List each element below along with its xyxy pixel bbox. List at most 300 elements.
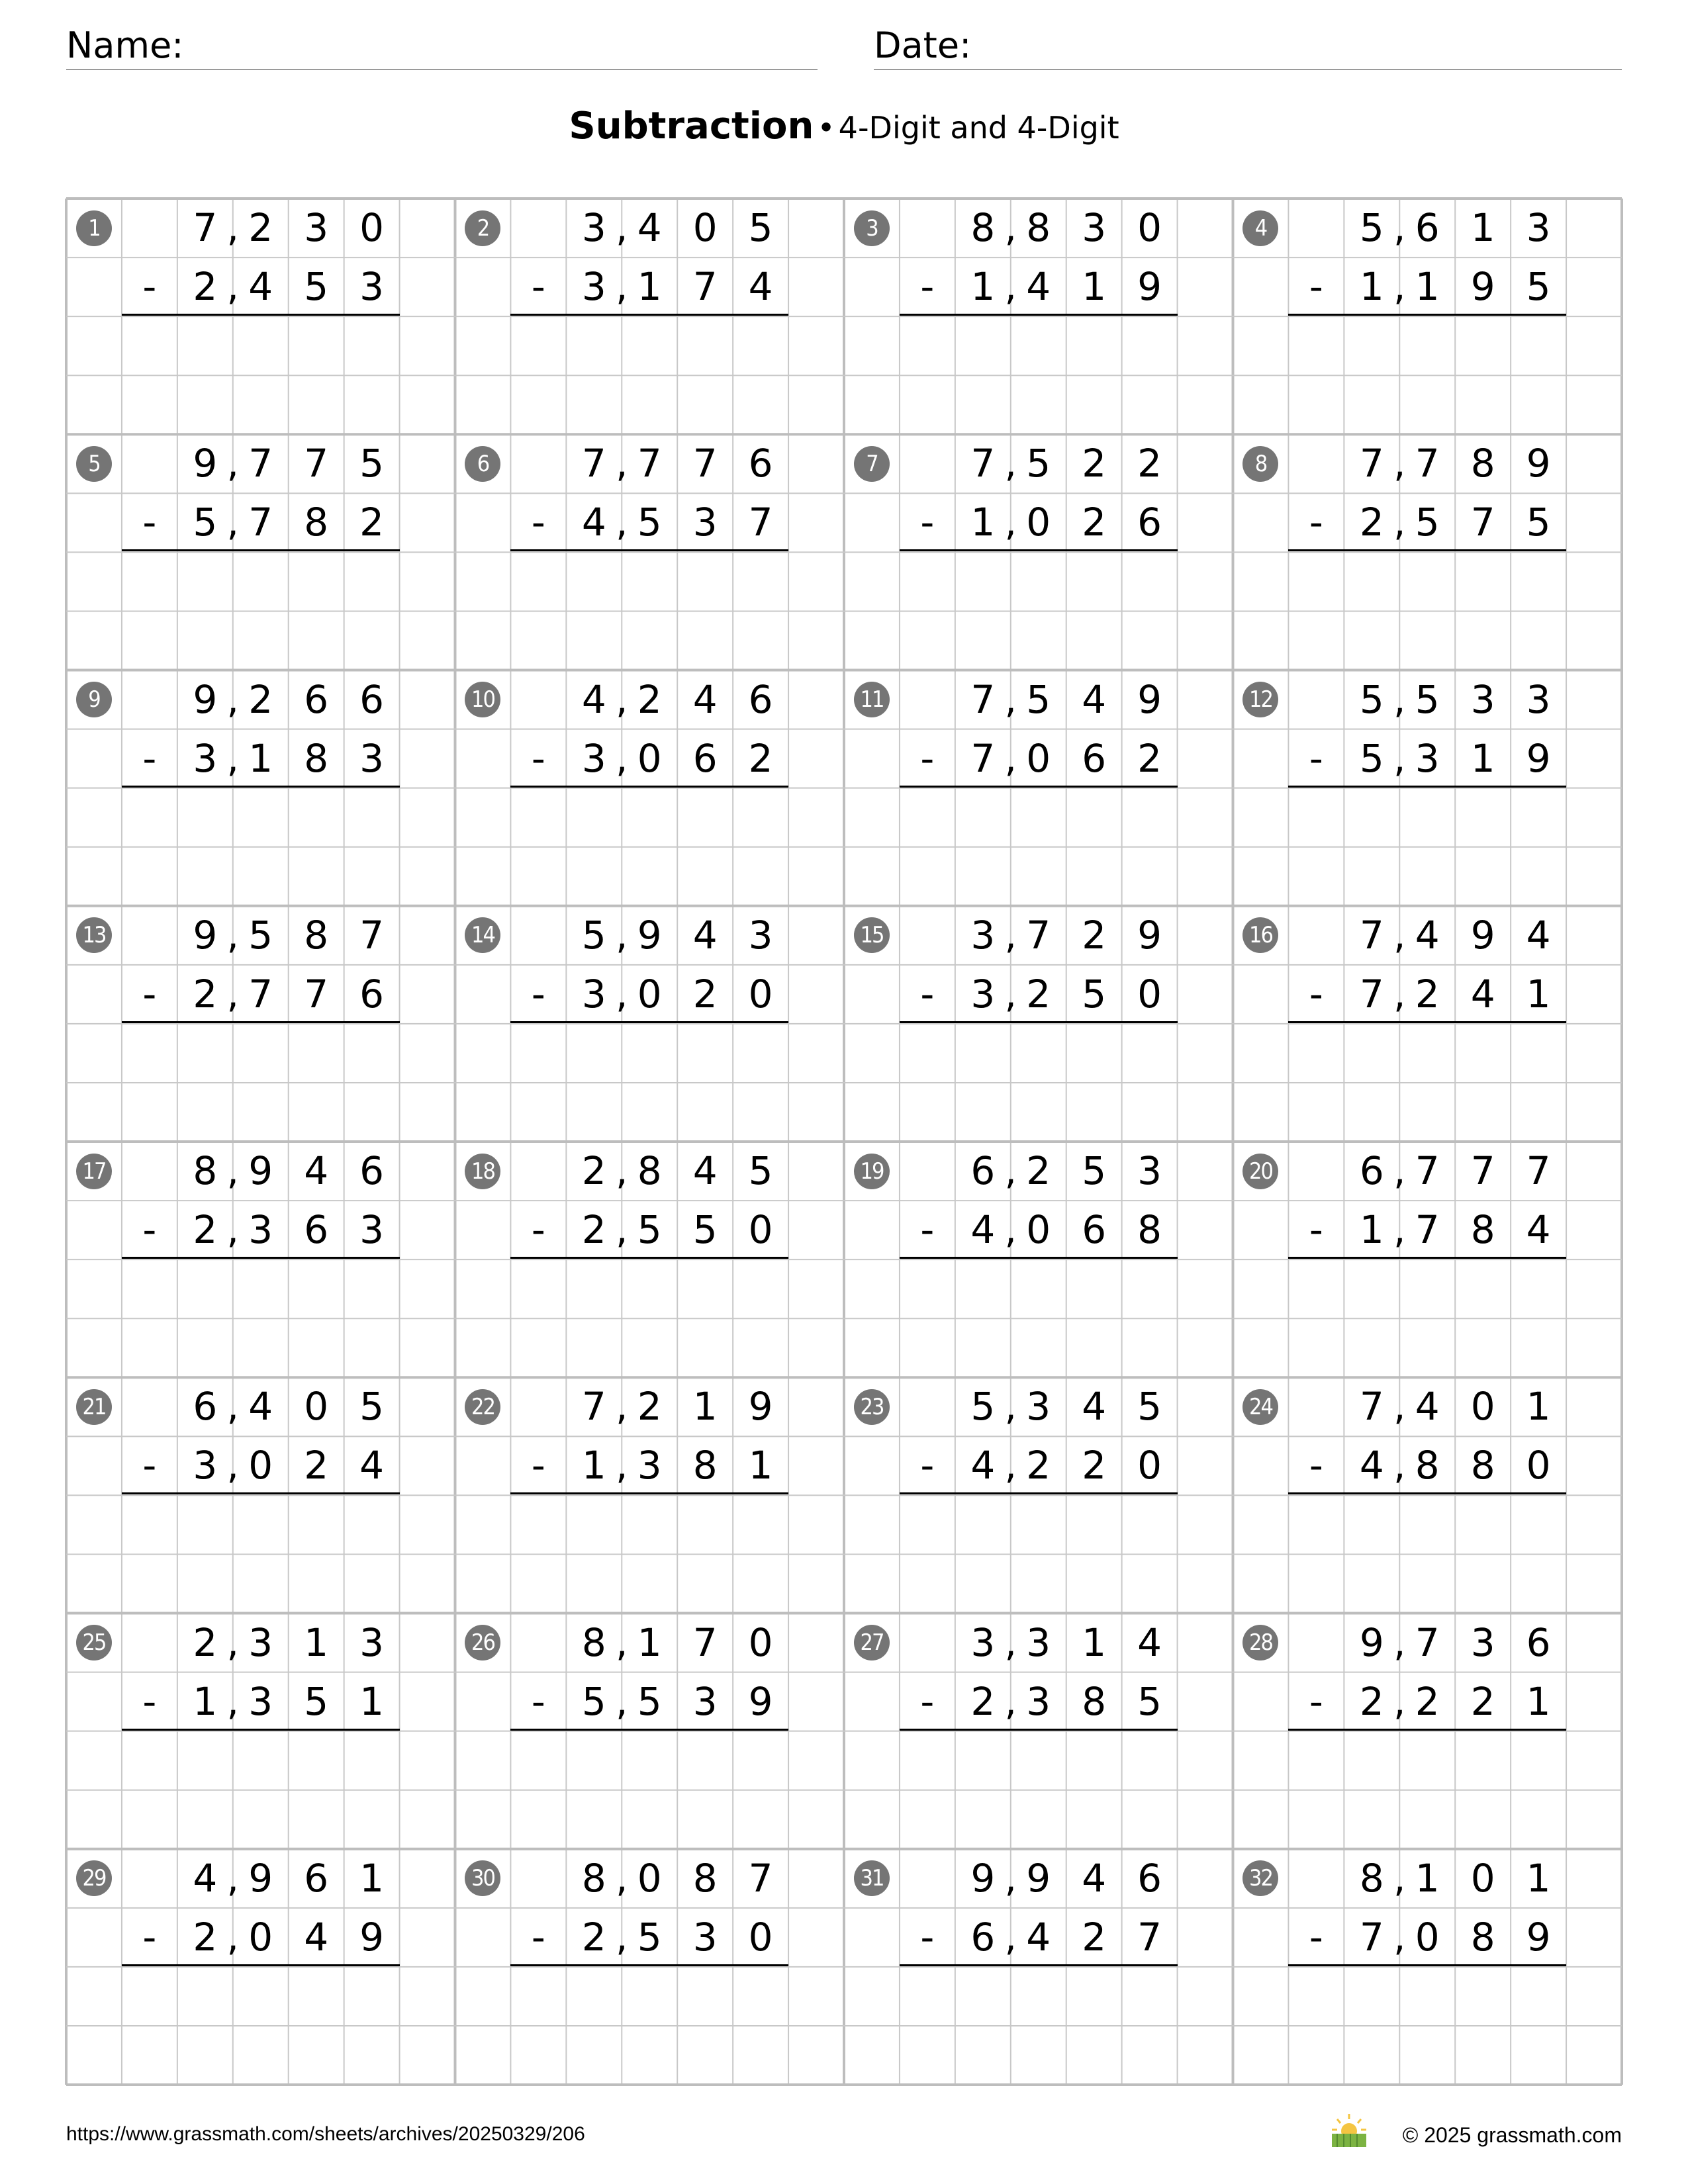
problem-number-badge: 23 (854, 1389, 890, 1425)
answer-line (900, 1021, 1178, 1023)
minuend-digit: 8 (1470, 441, 1495, 486)
minuend-digit: 8 (304, 912, 329, 958)
minuend-digit: 0 (692, 205, 718, 250)
minus-sign: - (531, 1678, 545, 1724)
minuend-digit: 3 (581, 205, 606, 250)
minuend-digit: 3 (248, 1619, 273, 1665)
minuend-comma: , (1393, 441, 1406, 486)
minus-sign: - (920, 1443, 935, 1488)
minuend-comma: , (1004, 912, 1017, 958)
answer-line (122, 1964, 400, 1966)
name-label: Name: (66, 24, 184, 66)
minuend-digit: 0 (1137, 205, 1162, 250)
minus-sign: - (531, 735, 545, 781)
subtrahend-comma: , (226, 500, 239, 545)
answer-line (1288, 786, 1566, 788)
minuend-digit: 7 (1026, 912, 1051, 958)
subtrahend-digit: 7 (304, 971, 329, 1017)
subtrahend-digit: 5 (304, 264, 329, 310)
subtrahend-comma: , (1393, 264, 1406, 310)
subtrahend-digit: 2 (1137, 735, 1162, 781)
minus-sign: - (142, 1914, 157, 1960)
minuend-comma: , (226, 676, 239, 722)
minuend-digit: 0 (359, 205, 385, 250)
minuend-digit: 3 (1470, 676, 1495, 722)
minus-sign: - (920, 1914, 935, 1960)
subtrahend-comma: , (616, 1914, 628, 1960)
subtrahend-digit: 0 (248, 1443, 273, 1488)
minuend-digit: 2 (193, 1619, 218, 1665)
subtrahend-digit: 9 (1526, 735, 1551, 781)
subtrahend-digit: 4 (304, 1914, 329, 1960)
subtrahend-digit: 4 (1026, 1914, 1051, 1960)
minuend-digit: 4 (692, 912, 718, 958)
subtrahend-digit: 1 (193, 1678, 218, 1724)
minuend-comma: , (1393, 912, 1406, 958)
subtrahend-digit: 1 (1359, 264, 1384, 310)
subtrahend-digit: 6 (304, 1207, 329, 1253)
subtrahend-digit: 5 (637, 1678, 662, 1724)
subtrahend-digit: 1 (581, 1443, 606, 1488)
subtrahend-digit: 0 (637, 971, 662, 1017)
subtrahend-comma: , (1004, 264, 1017, 310)
problem-number-badge: 31 (854, 1860, 890, 1896)
minuend-digit: 7 (1359, 912, 1384, 958)
subtrahend-digit: 2 (193, 1914, 218, 1960)
subtrahend-digit: 1 (748, 1443, 773, 1488)
problem-number-badge: 24 (1243, 1389, 1278, 1425)
minus-sign: - (142, 1678, 157, 1724)
problem-number-badge: 25 (76, 1625, 112, 1661)
subtrahend-comma: , (616, 1207, 628, 1253)
minuend-digit: 2 (248, 676, 273, 722)
subtrahend-digit: 3 (1026, 1678, 1051, 1724)
minus-sign: - (531, 500, 545, 545)
minuend-digit: 8 (581, 1855, 606, 1901)
subtrahend-digit: 2 (1082, 500, 1107, 545)
subtrahend-digit: 8 (304, 500, 329, 545)
subtrahend-digit: 0 (1415, 1914, 1440, 1960)
subtrahend-digit: 5 (637, 500, 662, 545)
subtrahend-digit: 7 (1415, 1207, 1440, 1253)
minuend-digit: 7 (193, 205, 218, 250)
subtrahend-digit: 0 (748, 971, 773, 1017)
minuend-digit: 8 (193, 1148, 218, 1193)
subtrahend-digit: 6 (970, 1914, 996, 1960)
minuend-comma: , (616, 1384, 628, 1430)
minuend-digit: 4 (692, 676, 718, 722)
subtrahend-digit: 1 (1470, 735, 1495, 781)
subtrahend-digit: 8 (1470, 1914, 1495, 1960)
minuend-digit: 9 (1137, 912, 1162, 958)
problem-number-badge: 13 (76, 917, 112, 953)
subtrahend-digit: 0 (748, 1207, 773, 1253)
minuend-comma: , (1393, 1148, 1406, 1193)
answer-line (510, 786, 788, 788)
subtrahend-comma: , (616, 264, 628, 310)
minuend-comma: , (1004, 1148, 1017, 1193)
minuend-digit: 4 (1137, 1619, 1162, 1665)
subtrahend-comma: , (1004, 1207, 1017, 1253)
subtrahend-digit: 2 (1026, 1443, 1051, 1488)
subtrahend-digit: 0 (1137, 971, 1162, 1017)
minuend-comma: , (1004, 1619, 1017, 1665)
subtrahend-digit: 2 (748, 735, 773, 781)
minus-sign: - (1309, 264, 1323, 310)
minus-sign: - (142, 1207, 157, 1253)
subtrahend-comma: , (1393, 1678, 1406, 1724)
subtrahend-digit: 3 (1415, 735, 1440, 781)
title-sub: 4-Digit and 4-Digit (838, 110, 1119, 146)
minuend-digit: 9 (193, 676, 218, 722)
minus-sign: - (142, 735, 157, 781)
subtrahend-digit: 2 (581, 1914, 606, 1960)
subtrahend-comma: , (226, 1678, 239, 1724)
subtrahend-digit: 4 (970, 1443, 996, 1488)
answer-line (510, 1492, 788, 1494)
subtrahend-digit: 2 (1082, 1914, 1107, 1960)
minuend-digit: 0 (1470, 1855, 1495, 1901)
subtrahend-digit: 2 (1359, 500, 1384, 545)
subtrahend-digit: 2 (970, 1678, 996, 1724)
problem-number-badge: 2 (465, 210, 500, 246)
subtrahend-digit: 3 (692, 1678, 718, 1724)
subtrahend-digit: 4 (248, 264, 273, 310)
minuend-digit: 4 (692, 1148, 718, 1193)
subtrahend-digit: 1 (1415, 264, 1440, 310)
minus-sign: - (920, 1678, 935, 1724)
answer-line (122, 1492, 400, 1494)
subtrahend-digit: 9 (1137, 264, 1162, 310)
answer-line (900, 1492, 1178, 1494)
minuend-digit: 6 (359, 676, 385, 722)
minuend-digit: 1 (692, 1384, 718, 1430)
minuend-digit: 6 (748, 441, 773, 486)
subtrahend-digit: 4 (748, 264, 773, 310)
minuend-digit: 1 (1470, 205, 1495, 250)
minuend-digit: 2 (1026, 1148, 1051, 1193)
answer-line (1288, 1021, 1566, 1023)
answer-line (510, 314, 788, 316)
minuend-digit: 2 (581, 1148, 606, 1193)
minuend-digit: 0 (304, 1384, 329, 1430)
minuend-comma: , (1393, 1619, 1406, 1665)
subtrahend-digit: 8 (1470, 1207, 1495, 1253)
subtrahend-digit: 4 (581, 500, 606, 545)
minuend-digit: 9 (1470, 912, 1495, 958)
minus-sign: - (1309, 1443, 1323, 1488)
problem-number-badge: 27 (854, 1625, 890, 1661)
problem-number-badge: 17 (76, 1154, 112, 1189)
subtrahend-digit: 1 (1359, 1207, 1384, 1253)
subtrahend-digit: 1 (1526, 1678, 1551, 1724)
minuend-digit: 3 (1470, 1619, 1495, 1665)
minuend-digit: 7 (248, 441, 273, 486)
subtrahend-digit: 2 (1359, 1678, 1384, 1724)
subtrahend-digit: 1 (359, 1678, 385, 1724)
subtrahend-comma: , (226, 1914, 239, 1960)
minuend-digit: 7 (970, 676, 996, 722)
subtrahend-digit: 0 (637, 735, 662, 781)
minuend-digit: 2 (248, 205, 273, 250)
problem-number-badge: 29 (76, 1860, 112, 1896)
minuend-digit: 5 (1415, 676, 1440, 722)
minuend-digit: 4 (581, 676, 606, 722)
subtrahend-digit: 3 (248, 1207, 273, 1253)
problem-number-badge: 6 (465, 446, 500, 482)
subtrahend-digit: 3 (359, 1207, 385, 1253)
subtrahend-digit: 2 (193, 1207, 218, 1253)
minus-sign: - (142, 500, 157, 545)
subtrahend-digit: 5 (1137, 1678, 1162, 1724)
minuend-comma: , (226, 441, 239, 486)
minuend-digit: 3 (970, 1619, 996, 1665)
minuend-digit: 5 (1026, 441, 1051, 486)
minuend-digit: 5 (581, 912, 606, 958)
date-label: Date: (874, 24, 972, 66)
minuend-digit: 8 (970, 205, 996, 250)
subtrahend-comma: , (1393, 1443, 1406, 1488)
minus-sign: - (1309, 971, 1323, 1017)
answer-line (122, 314, 400, 316)
minuend-digit: 5 (1082, 1148, 1107, 1193)
minuend-digit: 7 (1359, 1384, 1384, 1430)
subtrahend-digit: 5 (304, 1678, 329, 1724)
subtrahend-comma: , (1393, 1207, 1406, 1253)
minuend-digit: 6 (970, 1148, 996, 1193)
subtrahend-digit: 3 (637, 1443, 662, 1488)
minus-sign: - (1309, 1914, 1323, 1960)
answer-line (1288, 314, 1566, 316)
minus-sign: - (531, 971, 545, 1017)
subtrahend-digit: 0 (1026, 735, 1051, 781)
minuend-digit: 4 (304, 1148, 329, 1193)
minuend-digit: 9 (748, 1384, 773, 1430)
minuend-digit: 5 (359, 441, 385, 486)
minuend-digit: 3 (1526, 205, 1551, 250)
minuend-comma: , (1393, 676, 1406, 722)
subtrahend-digit: 3 (692, 500, 718, 545)
minuend-comma: , (226, 1384, 239, 1430)
subtrahend-comma: , (1393, 735, 1406, 781)
minus-sign: - (920, 1207, 935, 1253)
subtrahend-digit: 8 (1082, 1678, 1107, 1724)
minuend-digit: 1 (359, 1855, 385, 1901)
subtrahend-digit: 8 (1470, 1443, 1495, 1488)
subtrahend-digit: 9 (748, 1678, 773, 1724)
subtrahend-digit: 0 (748, 1914, 773, 1960)
subtrahend-digit: 3 (970, 971, 996, 1017)
subtrahend-digit: 7 (1359, 1914, 1384, 1960)
minuend-digit: 7 (637, 441, 662, 486)
minuend-comma: , (226, 1148, 239, 1193)
minuend-digit: 1 (1082, 1619, 1107, 1665)
minuend-digit: 1 (1526, 1855, 1551, 1901)
subtrahend-comma: , (1393, 500, 1406, 545)
subtrahend-digit: 7 (970, 735, 996, 781)
subtrahend-comma: , (226, 1443, 239, 1488)
minus-sign: - (1309, 1207, 1323, 1253)
subtrahend-digit: 4 (359, 1443, 385, 1488)
subtrahend-digit: 5 (1082, 971, 1107, 1017)
minuend-comma: , (616, 1148, 628, 1193)
minuend-comma: , (616, 1619, 628, 1665)
problem-number-badge: 12 (1243, 682, 1278, 717)
subtrahend-digit: 2 (1415, 971, 1440, 1017)
subtrahend-digit: 0 (248, 1914, 273, 1960)
answer-line (1288, 549, 1566, 551)
subtrahend-comma: , (226, 971, 239, 1017)
subtrahend-digit: 2 (304, 1443, 329, 1488)
minuend-digit: 4 (1415, 912, 1440, 958)
minuend-comma: , (616, 1855, 628, 1901)
minuend-digit: 7 (692, 1619, 718, 1665)
subtrahend-digit: 3 (193, 1443, 218, 1488)
answer-line (122, 1729, 400, 1731)
answer-line (900, 549, 1178, 551)
subtrahend-digit: 1 (248, 735, 273, 781)
minuend-comma: , (1004, 205, 1017, 250)
minuend-comma: , (1004, 441, 1017, 486)
subtrahend-digit: 1 (637, 264, 662, 310)
minus-sign: - (920, 264, 935, 310)
subtrahend-digit: 5 (581, 1678, 606, 1724)
subtrahend-comma: , (1004, 500, 1017, 545)
subtrahend-digit: 2 (193, 264, 218, 310)
minuend-digit: 0 (748, 1619, 773, 1665)
answer-line (1288, 1492, 1566, 1494)
minuend-digit: 9 (1026, 1855, 1051, 1901)
minuend-digit: 7 (1470, 1148, 1495, 1193)
subtrahend-digit: 8 (1137, 1207, 1162, 1253)
answer-line (900, 1964, 1178, 1966)
problem-number-badge: 5 (76, 446, 112, 482)
subtrahend-digit: 7 (748, 500, 773, 545)
subtrahend-digit: 2 (193, 971, 218, 1017)
minuend-digit: 7 (1415, 441, 1440, 486)
problem-number-badge: 10 (465, 682, 500, 717)
subtrahend-digit: 4 (1470, 971, 1495, 1017)
minuend-digit: 4 (1082, 1384, 1107, 1430)
subtrahend-digit: 5 (1359, 735, 1384, 781)
subtrahend-comma: , (1393, 1914, 1406, 1960)
minuend-comma: , (616, 205, 628, 250)
minus-sign: - (142, 1443, 157, 1488)
minuend-digit: 9 (248, 1855, 273, 1901)
subtrahend-digit: 5 (1415, 500, 1440, 545)
minuend-digit: 8 (1359, 1855, 1384, 1901)
subtrahend-comma: , (616, 735, 628, 781)
title-main: Subtraction (569, 105, 814, 148)
minuend-digit: 2 (637, 676, 662, 722)
subtrahend-digit: 3 (581, 264, 606, 310)
subtrahend-comma: , (1004, 971, 1017, 1017)
footer-url[interactable]: https://www.grassmath.com/sheets/archives/20250329/206 (66, 2123, 585, 2145)
subtrahend-digit: 2 (1026, 971, 1051, 1017)
minuend-digit: 2 (1082, 912, 1107, 958)
minuend-comma: , (1004, 1855, 1017, 1901)
problem-number-badge: 30 (465, 1860, 500, 1896)
minuend-digit: 7 (1526, 1148, 1551, 1193)
subtrahend-digit: 0 (1137, 1443, 1162, 1488)
subtrahend-digit: 5 (1526, 500, 1551, 545)
answer-line (1288, 1964, 1566, 1966)
footer-copyright: © 2025 grassmath.com (1402, 2123, 1622, 2147)
subtrahend-digit: 1 (1526, 971, 1551, 1017)
subtrahend-digit: 4 (1359, 1443, 1384, 1488)
minuend-digit: 1 (1526, 1384, 1551, 1430)
answer-line (122, 549, 400, 551)
subtrahend-digit: 7 (248, 500, 273, 545)
minuend-digit: 5 (970, 1384, 996, 1430)
minuend-digit: 4 (637, 205, 662, 250)
subtrahend-digit: 1 (970, 264, 996, 310)
problem-number-badge: 18 (465, 1154, 500, 1189)
problem-number-badge: 28 (1243, 1625, 1278, 1661)
minus-sign: - (531, 1207, 545, 1253)
answer-line (122, 786, 400, 788)
answer-line (1288, 1257, 1566, 1259)
subtrahend-digit: 6 (692, 735, 718, 781)
minuend-digit: 7 (304, 441, 329, 486)
problem-number-badge: 21 (76, 1389, 112, 1425)
subtrahend-comma: , (616, 971, 628, 1017)
minuend-comma: , (1004, 676, 1017, 722)
minuend-digit: 6 (1359, 1148, 1384, 1193)
answer-line (900, 1257, 1178, 1259)
problem-number-badge: 4 (1243, 210, 1278, 246)
minuend-digit: 8 (637, 1148, 662, 1193)
subtrahend-digit: 9 (1470, 264, 1495, 310)
subtrahend-digit: 3 (692, 1914, 718, 1960)
subtrahend-digit: 2 (1415, 1678, 1440, 1724)
minus-sign: - (531, 264, 545, 310)
minuend-digit: 0 (637, 1855, 662, 1901)
subtrahend-comma: , (616, 500, 628, 545)
minuend-digit: 7 (1359, 441, 1384, 486)
minuend-digit: 6 (359, 1148, 385, 1193)
minuend-digit: 3 (304, 205, 329, 250)
minuend-digit: 6 (304, 676, 329, 722)
minuend-digit: 7 (359, 912, 385, 958)
answer-line (510, 549, 788, 551)
subtrahend-digit: 1 (970, 500, 996, 545)
subtrahend-digit: 9 (1526, 1914, 1551, 1960)
minuend-comma: , (616, 441, 628, 486)
minuend-digit: 3 (1026, 1384, 1051, 1430)
subtrahend-comma: , (226, 1207, 239, 1253)
minuend-comma: , (616, 912, 628, 958)
subtrahend-digit: 5 (637, 1914, 662, 1960)
problem-number-badge: 8 (1243, 446, 1278, 482)
minuend-comma: , (616, 676, 628, 722)
subtrahend-digit: 7 (1137, 1914, 1162, 1960)
subtrahend-comma: , (616, 1678, 628, 1724)
subtrahend-comma: , (1004, 1678, 1017, 1724)
subtrahend-digit: 8 (692, 1443, 718, 1488)
minuend-comma: , (1393, 205, 1406, 250)
subtrahend-digit: 3 (193, 735, 218, 781)
grass-sun-logo-icon (1328, 2111, 1370, 2148)
subtrahend-digit: 7 (1359, 971, 1384, 1017)
answer-line (900, 1729, 1178, 1731)
minuend-comma: , (1393, 1855, 1406, 1901)
subtrahend-digit: 3 (581, 971, 606, 1017)
subtrahend-digit: 6 (1137, 500, 1162, 545)
minus-sign: - (920, 500, 935, 545)
subtrahend-comma: , (616, 1443, 628, 1488)
minuend-digit: 9 (970, 1855, 996, 1901)
